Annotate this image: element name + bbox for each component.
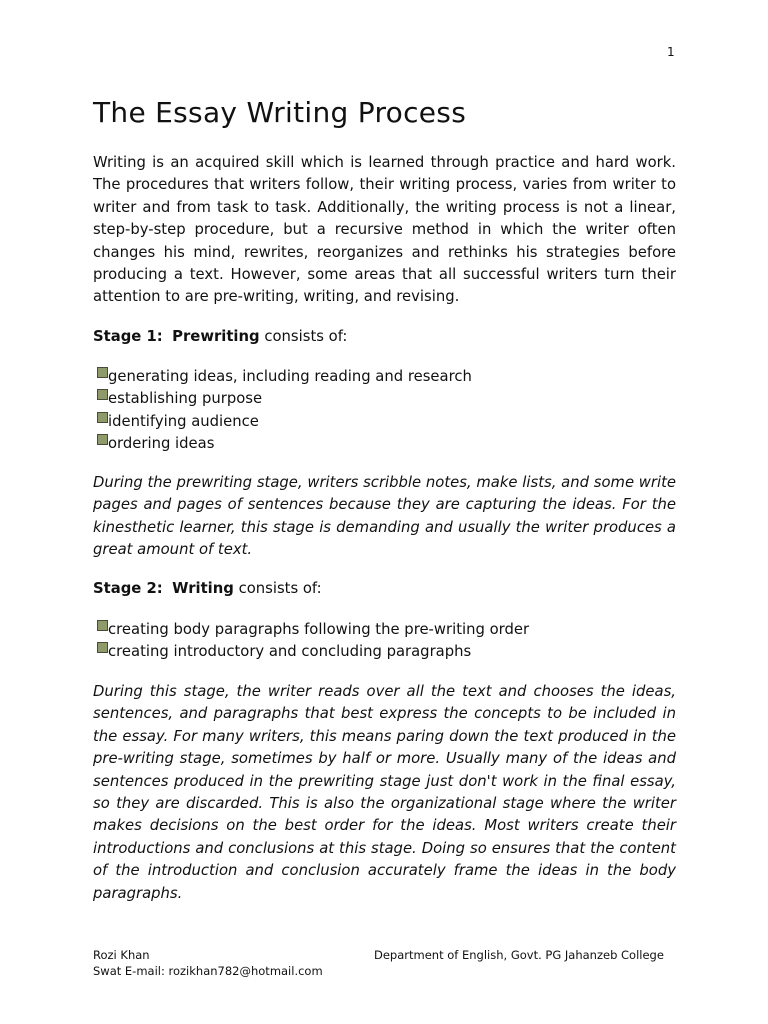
page-number: 1 — [667, 45, 675, 59]
stage-1-list — [97, 366, 472, 456]
stage-1-label: Stage 1: — [93, 328, 163, 345]
stage-2-label: Stage 2: — [93, 580, 163, 597]
intro-paragraph: Writing is an acquired skill which is learned through practice and hard work. The procedures that writers follow, their writing process, varies from writer to writer and from task to task. Additionally, the writing process is not a linear, step-by-step procedure, but a recursive method in which the writer often changes his mind, rewrites, reorganizes and rethinks his strategies before producing a text. However, some areas that all successful writers turn their attention to are pre-writing, writing, and revising. — [93, 154, 676, 306]
stage-1-note: During the prewriting stage, writers scribble notes, make lists, and some write pages and pages of sentences because they are capturing the ideas. For the kinesthetic learner, this stage is demanding and usually the writer produces a great amount of text. — [93, 474, 676, 559]
list-item: creating body paragraphs following the pre-writing order — [97, 619, 529, 641]
stage-2-name: Writing — [172, 580, 234, 597]
square-bullet-icon — [97, 367, 108, 378]
list-item: ordering ideas — [97, 433, 472, 455]
stage-2-suffix: consists of: — [238, 580, 322, 597]
stage-2-note: During this stage, the writer reads over all the text and chooses the ideas, sentences, and paragraphs that best express the concepts to be included in the essay. For many writers, this means paring down the text produced in the pre-writing stage, sometimes by half or more. Usually many of the ideas and sentences produced in the prewriting stage just don't work in the final essay, so they are discarded. This is also the organizational stage where the writer makes decisions on the best order for the ideas. Most writers create their introductions and conclusions at this stage. Doing so ensures that the content of the introduction and conclusion accurately frame the ideas in the body paragraphs. — [93, 683, 676, 902]
square-bullet-icon — [97, 412, 108, 423]
square-bullet-icon — [97, 389, 108, 400]
stage-2-heading — [93, 580, 322, 597]
page-title: The Essay Writing Process — [93, 96, 467, 129]
stage-2-list — [97, 619, 529, 664]
stage-1-heading — [93, 328, 347, 345]
footer-author: Rozi Khan — [93, 948, 150, 962]
stage-1-suffix: consists of: — [264, 328, 348, 345]
square-bullet-icon — [97, 434, 108, 445]
list-item: creating introductory and concluding paragraphs — [97, 641, 529, 663]
list-item: generating ideas, including reading and research — [97, 366, 472, 388]
list-item: establishing purpose — [97, 388, 472, 410]
square-bullet-icon — [97, 620, 108, 631]
square-bullet-icon — [97, 642, 108, 653]
footer-department: Department of English, Govt. PG Jahanzeb College — [374, 948, 664, 962]
stage-1-name: Prewriting — [172, 328, 260, 345]
footer-email: Swat E-mail: rozikhan782@hotmail.com — [93, 964, 323, 978]
list-item: identifying audience — [97, 411, 472, 433]
